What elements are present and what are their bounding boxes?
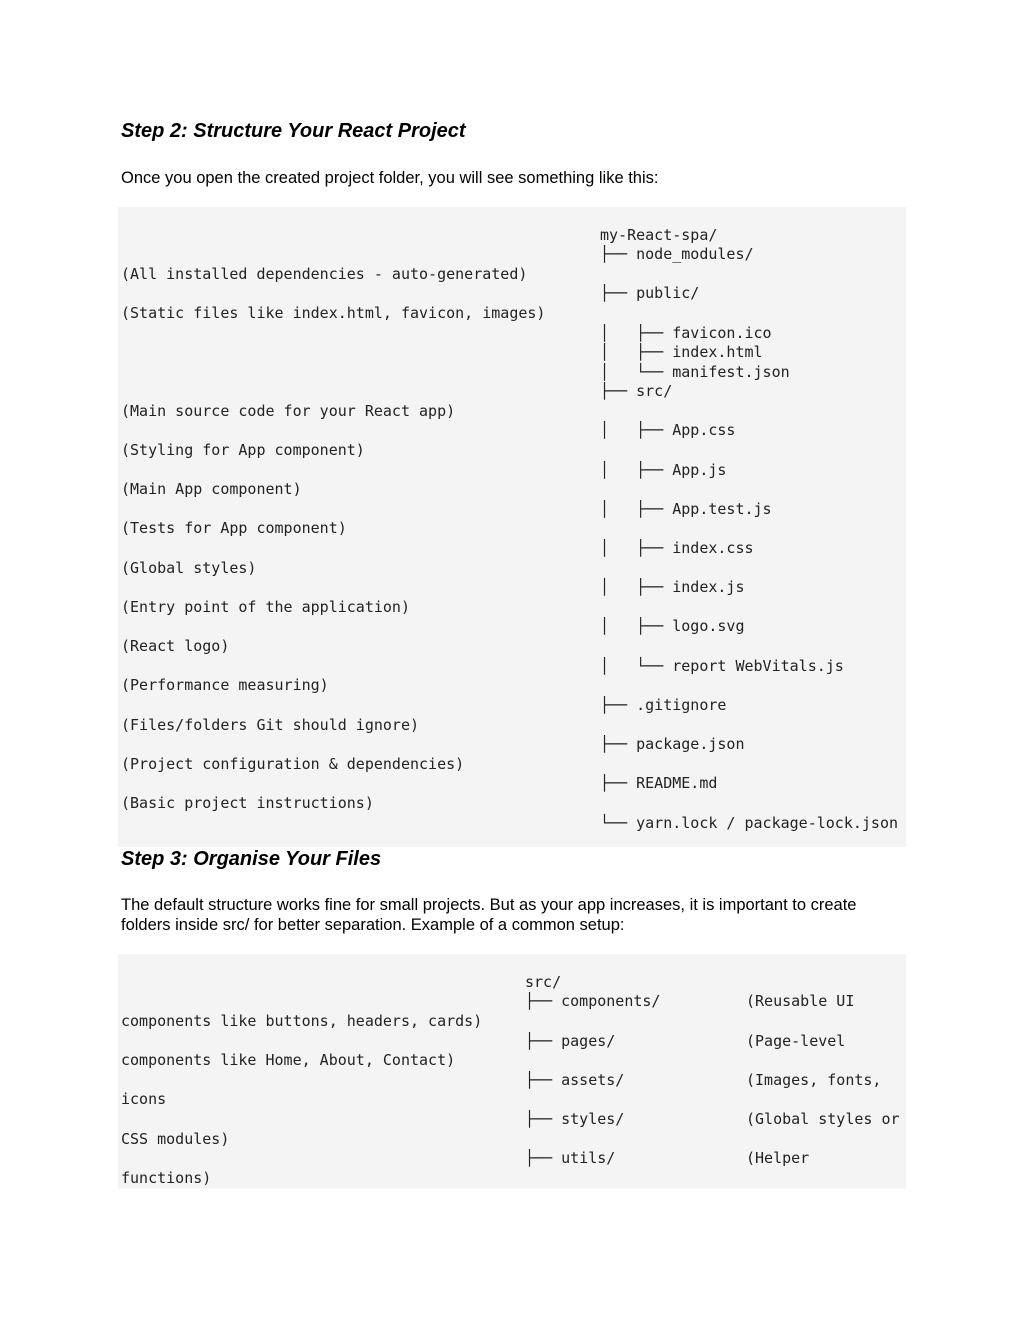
tree-line: ├── README.md	[600, 774, 718, 792]
tree-line: │ ├── favicon.ico	[600, 324, 772, 342]
folder-note-continued: CSS modules)	[121, 1130, 230, 1148]
tree-comment: (Entry point of the application)	[121, 598, 410, 616]
tree-comment: (Project configuration & dependencies)	[121, 755, 465, 773]
tree-line: my-React-spa/	[600, 226, 718, 244]
tree-line: │ ├── index.js	[600, 578, 745, 596]
tree-comment: (Main source code for your React app)	[121, 402, 456, 420]
folder-note: (Images, fonts,	[746, 1071, 882, 1089]
folder-note: (Helper	[746, 1149, 810, 1167]
tree-comment: (Tests for App component)	[121, 519, 347, 537]
step2-heading: Step 2: Structure Your React Project	[121, 120, 466, 142]
step2-intro: Once you open the created project folder, you will see something like this:	[121, 169, 659, 187]
tree-comment: (Performance measuring)	[121, 676, 329, 694]
tree-line: └── yarn.lock / package-lock.json	[600, 814, 899, 832]
tree-line: ├── components/	[525, 992, 661, 1010]
tree-line: ├── .gitignore	[600, 696, 727, 714]
tree-line: │ ├── index.html	[600, 343, 763, 361]
tree-comment: (Basic project instructions)	[121, 794, 374, 812]
folder-note: (Global styles or	[746, 1110, 900, 1128]
tree-comment: (Global styles)	[121, 559, 257, 577]
tree-line: │ ├── App.css	[600, 421, 736, 439]
tree-line: ├── assets/	[525, 1071, 625, 1089]
src-structure-code-block	[118, 954, 906, 1189]
tree-line: ├── public/	[600, 284, 700, 302]
folder-note: (Reusable UI	[746, 992, 855, 1010]
tree-comment: (Styling for App component)	[121, 441, 365, 459]
tree-line: ├── src/	[600, 382, 673, 400]
folder-note-continued: functions)	[121, 1169, 212, 1187]
step3-intro: The default structure works fine for small projects. But as your app increases, it is important to create folders inside src/ for better separation. Example of a common setup:	[121, 896, 857, 934]
tree-line: ├── utils/	[525, 1149, 616, 1167]
tree-comment: (Main App component)	[121, 480, 302, 498]
folder-note: (Page-level	[746, 1032, 846, 1050]
tree-comment: (All installed dependencies - auto-generated)	[121, 265, 528, 283]
tree-line: ├── pages/	[525, 1032, 616, 1050]
project-structure-code-block	[118, 207, 906, 847]
tree-line: │ ├── App.js	[600, 461, 727, 479]
tree-comment: (Static files like index.html, favicon, images)	[121, 304, 546, 322]
tree-line: ├── package.json	[600, 735, 745, 753]
tree-comment: (React logo)	[121, 637, 230, 655]
folder-note-continued: components like Home, About, Contact)	[121, 1051, 456, 1069]
tree-line: │ └── report WebVitals.js	[600, 657, 844, 675]
tree-comment: (Files/folders Git should ignore)	[121, 716, 420, 734]
tree-line: ├── styles/	[525, 1110, 625, 1128]
tree-line: src/	[525, 973, 562, 991]
folder-note-continued: icons	[121, 1090, 167, 1108]
tree-line: │ └── manifest.json	[600, 363, 790, 381]
tree-line: │ ├── logo.svg	[600, 617, 745, 635]
step3-heading: Step 3: Organise Your Files	[121, 848, 382, 870]
tree-line: │ ├── index.css	[600, 539, 754, 557]
folder-note-continued: components like buttons, headers, cards)	[121, 1012, 483, 1030]
tree-line: ├── node_modules/	[600, 245, 754, 263]
tree-line: │ ├── App.test.js	[600, 500, 772, 518]
